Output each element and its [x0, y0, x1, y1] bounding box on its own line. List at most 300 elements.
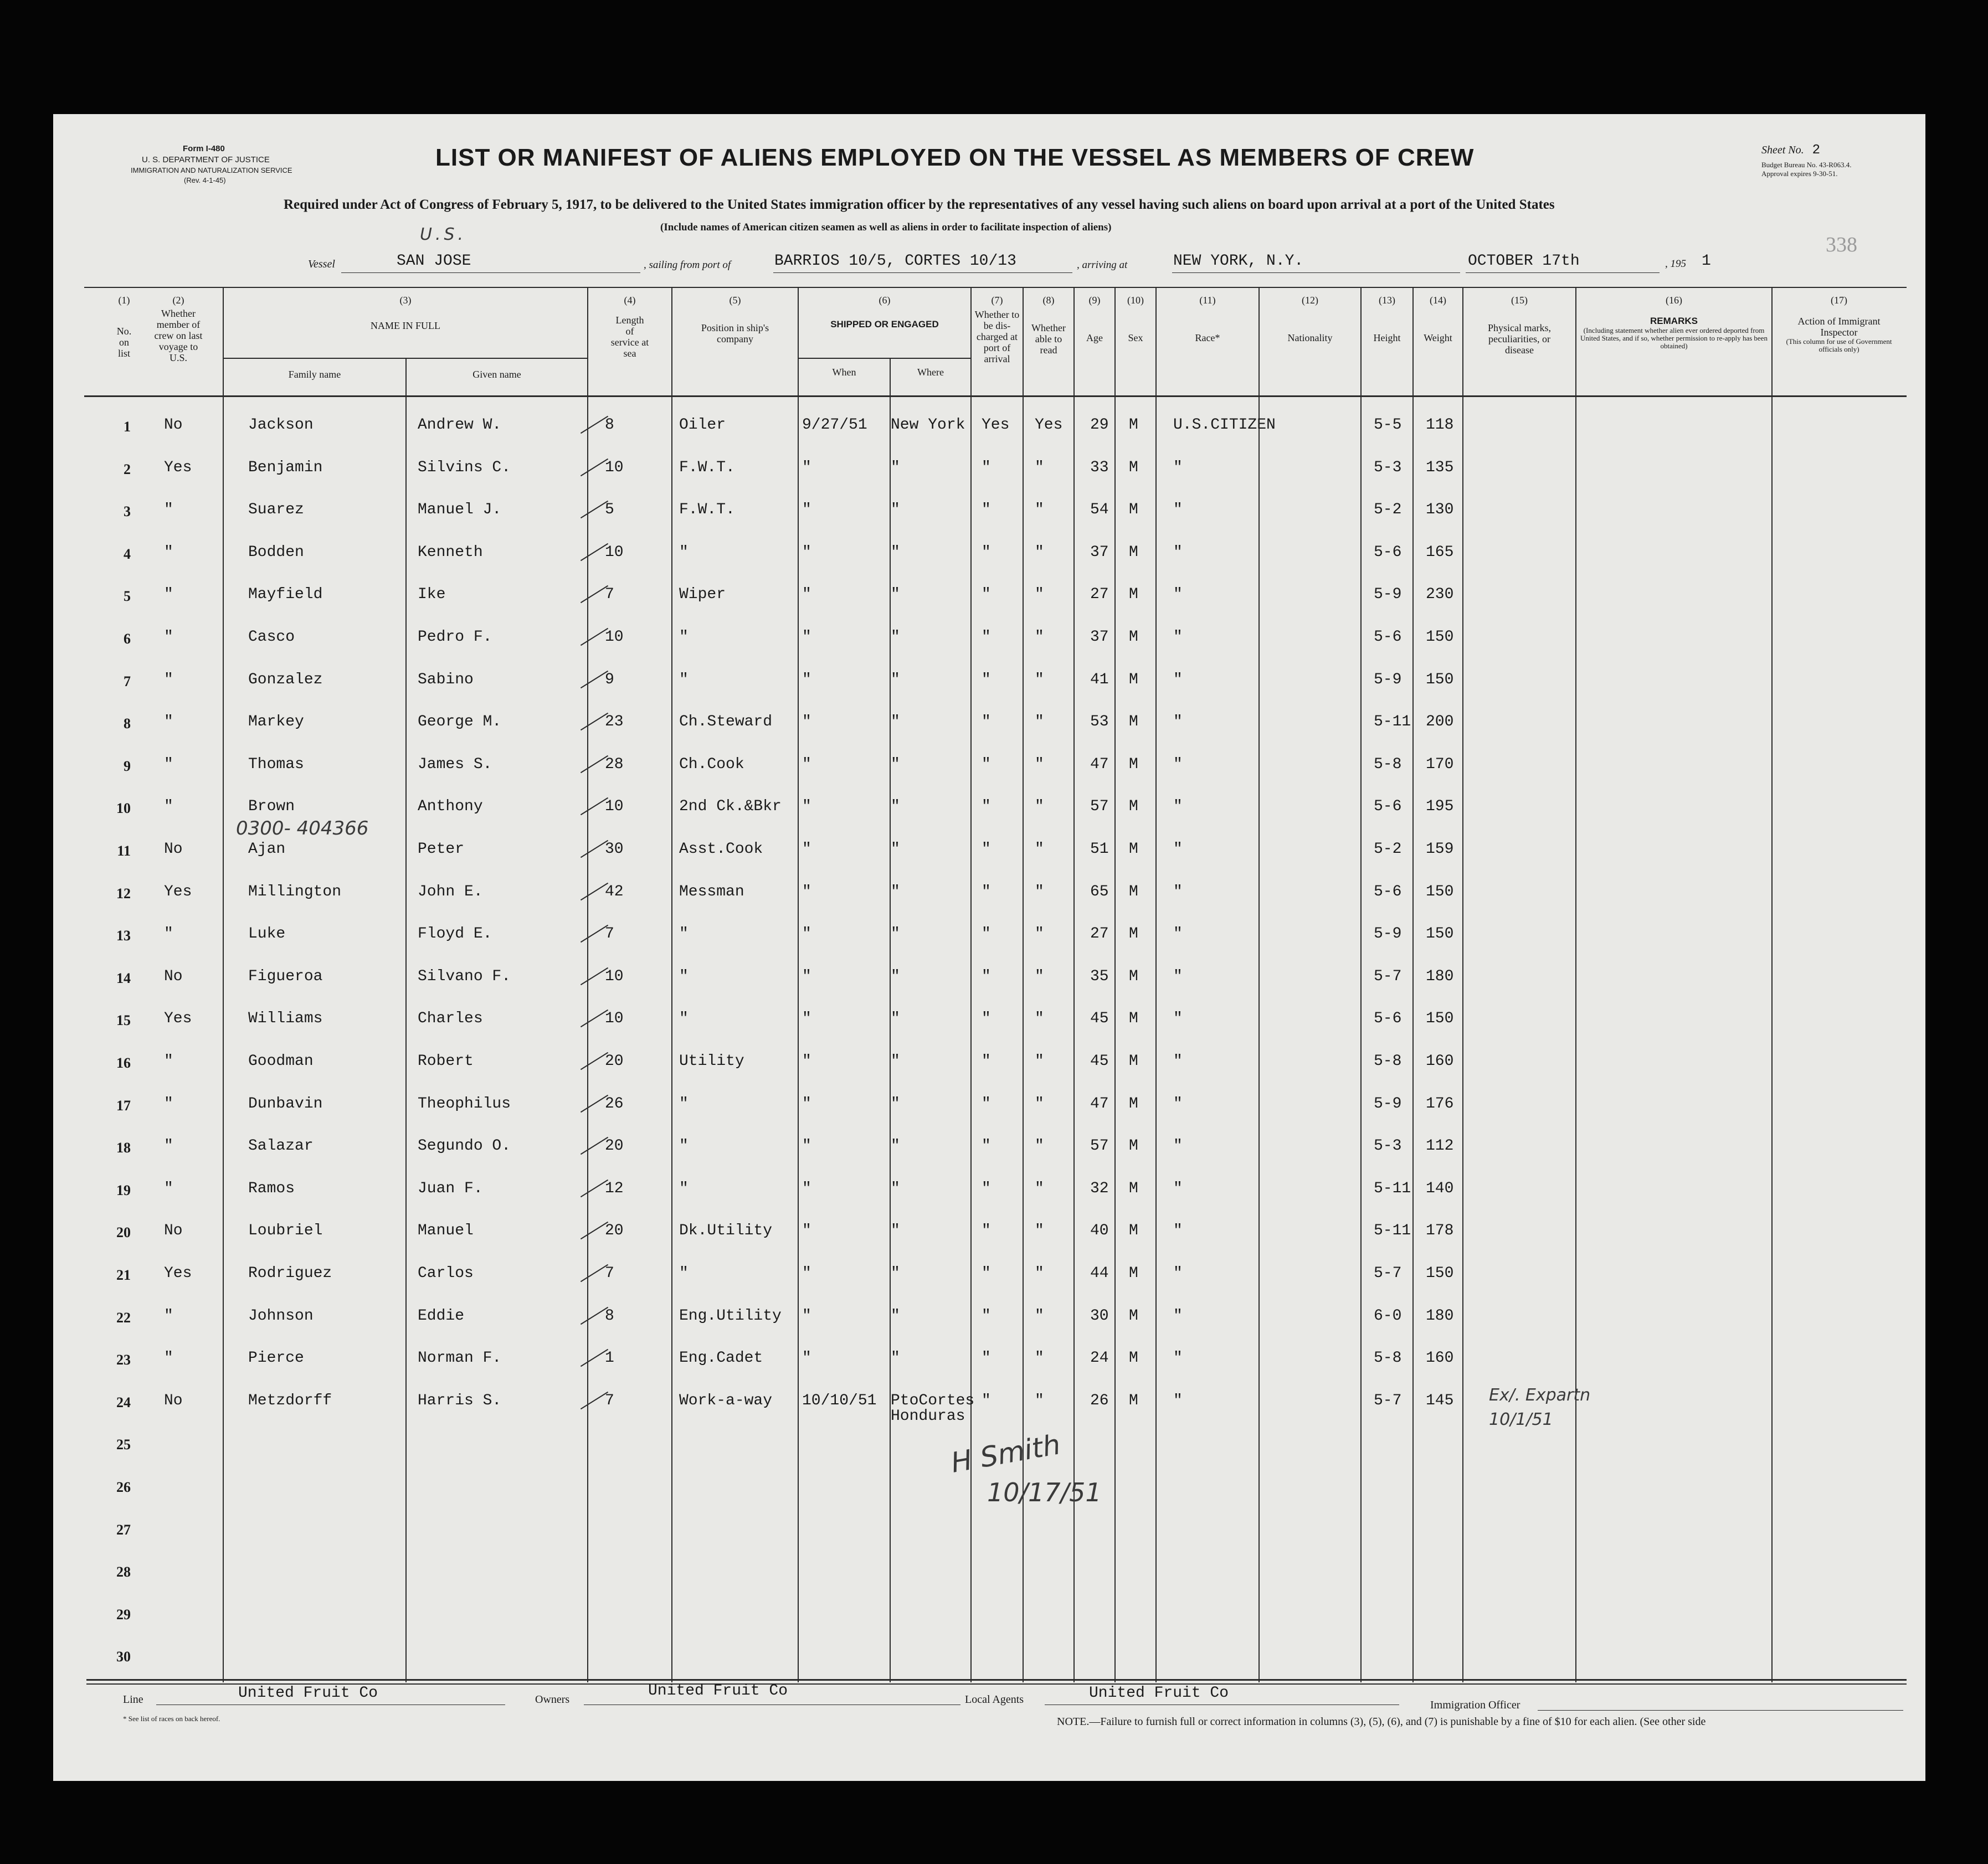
weight-cell: 195: [1426, 798, 1454, 816]
crew-cell: ": [164, 586, 173, 604]
col-6-when-header: When: [832, 367, 856, 378]
col-15-header: (15) Physical marks, peculiarities, or disease: [1488, 295, 1551, 356]
shipped-when-cell: ": [802, 586, 811, 604]
service-cell: 20: [605, 1053, 624, 1070]
height-cell: 5-7: [1374, 1265, 1402, 1282]
weight-cell: 160: [1426, 1350, 1454, 1367]
race-cell: ": [1173, 1053, 1183, 1070]
shipped-where-cell: ": [891, 1350, 900, 1367]
check-tick-icon: [581, 458, 608, 476]
crew-cell: Yes: [164, 459, 192, 476]
age-cell: 37: [1090, 629, 1109, 646]
height-cell: 5-9: [1374, 925, 1402, 943]
race-cell: ": [1173, 1137, 1183, 1155]
crew-cell: ": [164, 671, 173, 688]
check-tick-icon: [581, 1222, 608, 1239]
age-cell: 30: [1090, 1307, 1109, 1325]
check-tick-icon: [581, 925, 608, 943]
check-tick-icon: [581, 967, 608, 985]
sex-cell: M: [1129, 1095, 1138, 1113]
race-cell: ": [1173, 1095, 1183, 1113]
sex-cell: M: [1129, 629, 1138, 646]
year-value: 1: [1702, 253, 1711, 270]
sex-cell: M: [1129, 1222, 1138, 1240]
vessel-annotation: U.S.: [420, 225, 467, 244]
handwritten-remark: Ex/. Expartn 10/1/51: [1489, 1386, 1591, 1429]
row-number: 19: [116, 1182, 131, 1198]
shipped-when-cell: ": [802, 629, 811, 646]
position-cell: 2nd Ck.&Bkr: [679, 798, 782, 816]
family-name-cell: Mayfield: [248, 586, 323, 604]
check-tick-icon: [581, 797, 608, 815]
race-cell: ": [1173, 459, 1183, 476]
family-name-cell: Luke: [248, 925, 286, 943]
age-cell: 53: [1090, 713, 1109, 731]
position-cell: Asst.Cook: [679, 841, 763, 858]
col-17-header: (17) Action of Immigrant Inspector (This column for use of Government officials only): [1786, 295, 1892, 353]
discharged-cell: ": [982, 586, 991, 604]
check-tick-icon: [581, 1392, 608, 1409]
shipped-where-cell: PtoCortes: [891, 1392, 975, 1409]
check-tick-icon: [581, 1349, 608, 1367]
shipped-when-cell: ": [802, 798, 811, 816]
check-tick-icon: [581, 1180, 608, 1197]
position-cell: ": [679, 1265, 689, 1282]
shipped-where-cell: ": [891, 1137, 900, 1155]
able-to-read-cell: ": [1035, 671, 1044, 688]
position-cell: Ch.Cook: [679, 755, 744, 773]
check-tick-icon: [581, 1137, 608, 1155]
race-cell: ": [1173, 925, 1183, 943]
row-number: 25: [116, 1436, 131, 1453]
race-cell: ": [1173, 1265, 1183, 1282]
given-name-cell: Eddie: [418, 1307, 465, 1325]
crew-cell: ": [164, 501, 173, 519]
position-cell: ": [679, 967, 689, 985]
able-to-read-cell: ": [1035, 755, 1044, 773]
sex-cell: M: [1129, 883, 1138, 900]
col-1-header: (1) No. on list: [116, 295, 132, 359]
row-number: 24: [116, 1394, 131, 1410]
discharged-cell: Yes: [982, 416, 1010, 434]
position-cell: Utility: [679, 1053, 744, 1070]
service-cell: 42: [605, 883, 624, 900]
row-number: 27: [116, 1521, 131, 1538]
race-cell: ": [1173, 1392, 1183, 1409]
row-number: 28: [116, 1564, 131, 1580]
row-number: 3: [124, 503, 131, 520]
age-cell: 29: [1090, 416, 1109, 434]
sex-cell: M: [1129, 798, 1138, 816]
family-name-cell: Ramos: [248, 1180, 295, 1197]
row-number: 23: [116, 1352, 131, 1368]
age-cell: 54: [1090, 501, 1109, 519]
race-cell: U.S.CITIZEN: [1173, 416, 1276, 434]
age-cell: 40: [1090, 1222, 1109, 1240]
shipped-where-cell: ": [891, 713, 900, 731]
race-cell: ": [1173, 1010, 1183, 1028]
given-name-cell: Silvano F.: [418, 967, 511, 985]
age-cell: 45: [1090, 1053, 1109, 1070]
given-name-cell: Segundo O.: [418, 1137, 511, 1155]
height-cell: 5-11: [1374, 1222, 1411, 1240]
service-cell: 10: [605, 967, 624, 985]
family-name-cell: Metzdorff: [248, 1392, 332, 1409]
discharged-cell: ": [982, 798, 991, 816]
sailing-label: , sailing from port of: [644, 259, 731, 271]
line-label: Line: [123, 1693, 143, 1706]
family-name-cell: Brown: [248, 798, 295, 816]
discharged-cell: ": [982, 1053, 991, 1070]
shipped-when-cell: ": [802, 713, 811, 731]
weight-cell: 135: [1426, 459, 1454, 476]
shipped-when-cell: ": [802, 459, 811, 476]
row-number: 4: [124, 545, 131, 562]
weight-cell: 145: [1426, 1392, 1454, 1409]
service-cell: 9: [605, 671, 614, 688]
column-rule: [223, 287, 224, 1682]
department-name: U. S. DEPARTMENT OF JUSTICE: [142, 155, 270, 164]
weight-cell: 140: [1426, 1180, 1454, 1197]
weight-cell: 150: [1426, 1265, 1454, 1282]
sex-cell: M: [1129, 501, 1138, 519]
check-tick-icon: [581, 840, 608, 858]
sheet-value: 2: [1812, 143, 1821, 158]
column-rule: [1360, 287, 1362, 1682]
race-cell: ": [1173, 967, 1183, 985]
shipped-when-cell: ": [802, 1265, 811, 1282]
shipped-where-cell: ": [891, 883, 900, 900]
sex-cell: M: [1129, 416, 1138, 434]
race-cell: ": [1173, 713, 1183, 731]
arrival-date: OCTOBER 17th: [1468, 253, 1580, 270]
age-cell: 32: [1090, 1180, 1109, 1197]
discharged-cell: ": [982, 1350, 991, 1367]
weight-cell: 170: [1426, 755, 1454, 773]
position-cell: Ch.Steward: [679, 713, 773, 731]
check-tick-icon: [581, 543, 608, 561]
shipped-when-cell: ": [802, 1095, 811, 1113]
discharged-cell: ": [982, 501, 991, 519]
shipped-where-cell: ": [891, 841, 900, 858]
race-cell: ": [1173, 883, 1183, 900]
column-rule: [1771, 287, 1773, 1682]
col-3-family-header: Family name: [288, 369, 341, 380]
discharged-cell: ": [982, 1095, 991, 1113]
sex-cell: M: [1129, 671, 1138, 688]
col-12-header: (12) Nationality: [1287, 295, 1333, 343]
height-cell: 5-8: [1374, 1053, 1402, 1070]
race-cell: ": [1173, 798, 1183, 816]
able-to-read-cell: ": [1035, 1010, 1044, 1028]
discharged-cell: ": [982, 925, 991, 943]
service-cell: 10: [605, 798, 624, 816]
service-cell: 12: [605, 1180, 624, 1197]
given-name-cell: Charles: [418, 1010, 483, 1028]
shipped-where-cell: ": [891, 1222, 900, 1240]
family-name-cell: Johnson: [248, 1307, 314, 1325]
given-name-cell: James S.: [418, 755, 492, 773]
check-tick-icon: [581, 1052, 608, 1070]
vessel-label: Vessel: [308, 258, 335, 270]
crew-cell: ": [164, 755, 173, 773]
row-number: 7: [124, 673, 131, 689]
discharged-cell: ": [982, 1307, 991, 1325]
service-cell: 7: [605, 586, 614, 604]
col-13-header: (13) Height: [1373, 295, 1401, 343]
service-cell: 10: [605, 1010, 624, 1028]
age-cell: 47: [1090, 755, 1109, 773]
position-cell: Work-a-way: [679, 1392, 773, 1409]
shipped-when-cell: ": [802, 1222, 811, 1240]
column-rule: [1462, 287, 1463, 1682]
able-to-read-cell: ": [1035, 967, 1044, 985]
shipped-where-cell: ": [891, 967, 900, 985]
age-cell: 57: [1090, 798, 1109, 816]
family-name-cell: Rodriguez: [248, 1265, 332, 1282]
service-cell: 20: [605, 1222, 624, 1240]
weight-cell: 160: [1426, 1053, 1454, 1070]
family-name-cell: Jackson: [248, 416, 314, 434]
owners-value: United Fruit Co: [648, 1682, 788, 1700]
arriving-at: NEW YORK, N.Y.: [1173, 253, 1304, 270]
row-number: 21: [116, 1267, 131, 1283]
position-cell: ": [679, 1095, 689, 1113]
crew-cell: ": [164, 798, 173, 816]
crew-cell: ": [164, 1053, 173, 1070]
position-cell: ": [679, 671, 689, 688]
check-tick-icon: [581, 585, 608, 603]
age-cell: 24: [1090, 1350, 1109, 1367]
able-to-read-cell: ": [1035, 1095, 1044, 1113]
row-number: 8: [124, 715, 131, 732]
shipped-where-cell: ": [891, 1180, 900, 1197]
weight-cell: 230: [1426, 586, 1454, 604]
check-tick-icon: [581, 882, 608, 900]
sex-cell: M: [1129, 1307, 1138, 1325]
race-cell: ": [1173, 1222, 1183, 1240]
weight-cell: 112: [1426, 1137, 1454, 1155]
check-tick-icon: [581, 416, 608, 434]
family-name-cell: Salazar: [248, 1137, 314, 1155]
row-number: 16: [116, 1055, 131, 1071]
given-name-cell: Harris S.: [418, 1392, 502, 1409]
race-cell: ": [1173, 1180, 1183, 1197]
height-cell: 5-9: [1374, 1095, 1402, 1113]
col-3-given-header: Given name: [472, 369, 521, 380]
sex-cell: M: [1129, 586, 1138, 604]
able-to-read-cell: ": [1035, 586, 1044, 604]
check-tick-icon: [581, 1094, 608, 1112]
shipped-where-cell: ": [891, 501, 900, 519]
crew-cell: ": [164, 1307, 173, 1325]
date-underline: [1466, 272, 1660, 273]
able-to-read-cell: ": [1035, 1222, 1044, 1240]
weight-cell: 165: [1426, 543, 1454, 561]
given-name-cell: Robert: [418, 1053, 474, 1070]
height-cell: 5-3: [1374, 459, 1402, 476]
sex-cell: M: [1129, 1010, 1138, 1028]
discharged-cell: ": [982, 459, 991, 476]
shipped-where-cell: ": [891, 1053, 900, 1070]
shipped-when-cell: ": [802, 543, 811, 561]
shipped-when-cell: ": [802, 841, 811, 858]
column-rule: [405, 358, 407, 1682]
crew-cell: ": [164, 1095, 173, 1113]
crew-cell: Yes: [164, 1010, 192, 1028]
height-cell: 5-11: [1374, 1180, 1411, 1197]
row-number: 2: [124, 461, 131, 477]
col-8-header: (8) Whether able to read: [1031, 295, 1066, 356]
col-11-header: (11) Race*: [1195, 295, 1220, 343]
shipped-when-cell: ": [802, 501, 811, 519]
crew-cell: ": [164, 543, 173, 561]
age-cell: 51: [1090, 841, 1109, 858]
column-rule: [1155, 287, 1157, 1682]
column-rule: [587, 287, 588, 1682]
col-10-header: (10) Sex: [1127, 295, 1144, 343]
handwritten-signature: H Smith: [948, 1428, 1063, 1479]
height-cell: 5-6: [1374, 1010, 1402, 1028]
height-cell: 5-6: [1374, 629, 1402, 646]
height-cell: 5-7: [1374, 967, 1402, 985]
check-tick-icon: [581, 1010, 608, 1027]
col-5-header: (5) Position in ship's company: [701, 295, 769, 344]
discharged-cell: ": [982, 629, 991, 646]
given-name-cell: Kenneth: [418, 543, 483, 561]
page-title: LIST OR MANIFEST OF ALIENS EMPLOYED ON THE VESSEL AS MEMBERS OF CREW: [435, 144, 1475, 171]
shipped-when-cell: 10/10/51: [802, 1392, 877, 1409]
given-name-cell: Ike: [418, 586, 446, 604]
race-cell: ": [1173, 755, 1183, 773]
race-cell: ": [1173, 586, 1183, 604]
col-16-header: (16) REMARKS (Including statement whether alien ever ordered deported from United States, and if so, whether permission to re-apply has been obtained): [1580, 295, 1768, 350]
family-name-cell: Benjamin: [248, 459, 323, 476]
given-name-cell: Juan F.: [418, 1180, 483, 1197]
crew-cell: No: [164, 1392, 183, 1409]
height-cell: 5-6: [1374, 883, 1402, 900]
able-to-read-cell: ": [1035, 459, 1044, 476]
shipped-when-cell: 9/27/51: [802, 416, 867, 434]
service-cell: 7: [605, 1265, 614, 1282]
column-rule: [1412, 287, 1414, 1682]
arriving-underline: [1172, 272, 1460, 273]
row-number: 9: [124, 758, 131, 774]
service-cell: 10: [605, 629, 624, 646]
shipped-where-cell: ": [891, 925, 900, 943]
service-cell: 7: [605, 925, 614, 943]
weight-cell: 180: [1426, 1307, 1454, 1325]
able-to-read-cell: ": [1035, 1265, 1044, 1282]
height-cell: 5-8: [1374, 755, 1402, 773]
shipped-when-cell: ": [802, 967, 811, 985]
family-name-cell: Suarez: [248, 501, 304, 519]
age-cell: 35: [1090, 967, 1109, 985]
shipped-where-cell: ": [891, 755, 900, 773]
given-name-cell: Andrew W.: [418, 416, 502, 434]
shipped-where-cell: ": [891, 1307, 900, 1325]
position-cell: ": [679, 1137, 689, 1155]
sex-cell: M: [1129, 459, 1138, 476]
service-cell: 26: [605, 1095, 624, 1113]
weight-cell: 150: [1426, 925, 1454, 943]
given-name-cell: Peter: [418, 841, 465, 858]
footer-rule-top: [86, 1679, 1907, 1681]
position-cell: ": [679, 1010, 689, 1028]
service-name: IMMIGRATION AND NATURALIZATION SERVICE: [131, 166, 292, 174]
discharged-cell: ": [982, 755, 991, 773]
position-cell: Eng.Utility: [679, 1307, 782, 1325]
shipped-when-cell: ": [802, 1307, 811, 1325]
shipped-when-cell: ": [802, 1180, 811, 1197]
check-tick-icon: [581, 501, 608, 518]
row-number: 17: [116, 1097, 131, 1114]
sex-cell: M: [1129, 1392, 1138, 1409]
shipped-where-cell: ": [891, 1010, 900, 1028]
row-number: 12: [116, 885, 131, 902]
col-9-header: (9) Age: [1086, 295, 1103, 343]
discharged-cell: ": [982, 543, 991, 561]
row-number: 26: [116, 1479, 131, 1495]
shipped-where-cell: ": [891, 459, 900, 476]
height-cell: 5-7: [1374, 1392, 1402, 1409]
height-cell: 5-2: [1374, 501, 1402, 519]
position-cell: ": [679, 543, 689, 561]
able-to-read-cell: ": [1035, 841, 1044, 858]
able-to-read-cell: ": [1035, 925, 1044, 943]
column-rule: [1114, 287, 1116, 1682]
service-cell: 28: [605, 755, 624, 773]
position-cell: F.W.T.: [679, 501, 735, 519]
able-to-read-cell: Yes: [1035, 416, 1063, 434]
crew-cell: No: [164, 1222, 183, 1240]
crew-cell: No: [164, 416, 183, 434]
service-cell: 7: [605, 1392, 614, 1409]
position-cell: ": [679, 1180, 689, 1197]
col-6-header: (6) SHIPPED OR ENGAGED: [830, 295, 939, 329]
able-to-read-cell: ": [1035, 798, 1044, 816]
sex-cell: M: [1129, 967, 1138, 985]
crew-cell: ": [164, 1350, 173, 1367]
sex-cell: M: [1129, 1350, 1138, 1367]
height-cell: 5-2: [1374, 841, 1402, 858]
officer-underline: [1538, 1710, 1903, 1711]
given-name-cell: George M.: [418, 713, 502, 731]
age-cell: 33: [1090, 459, 1109, 476]
weight-cell: 130: [1426, 501, 1454, 519]
able-to-read-cell: ": [1035, 1392, 1044, 1409]
col-7-header: (7) Whether to be dis-charged at port of arrival: [974, 295, 1020, 364]
sex-cell: M: [1129, 543, 1138, 561]
column-rule: [1073, 287, 1075, 1682]
weight-cell: 159: [1426, 841, 1454, 858]
vessel-underline: [341, 272, 640, 273]
given-name-cell: Silvins C.: [418, 459, 511, 476]
able-to-read-cell: ": [1035, 629, 1044, 646]
year-label: , 195: [1665, 258, 1686, 270]
subtitle: Required under Act of Congress of February 5, 1917, to be delivered to the United States immigration officer by the representatives of any vessel having such aliens on board upon arrival at a port of the United States: [284, 197, 1555, 212]
sex-cell: M: [1129, 925, 1138, 943]
check-tick-icon: [581, 670, 608, 688]
sheet-number: [1761, 143, 1820, 158]
row-number: 18: [116, 1140, 131, 1156]
discharged-cell: ": [982, 1265, 991, 1282]
instruction-note: (Include names of American citizen seamen as well as aliens in order to facilitate inspection of aliens): [660, 222, 1112, 233]
height-cell: 5-6: [1374, 543, 1402, 561]
service-cell: 30: [605, 841, 624, 858]
given-name-cell: Anthony: [418, 798, 483, 816]
form-revision: (Rev. 4-1-45): [184, 176, 226, 184]
